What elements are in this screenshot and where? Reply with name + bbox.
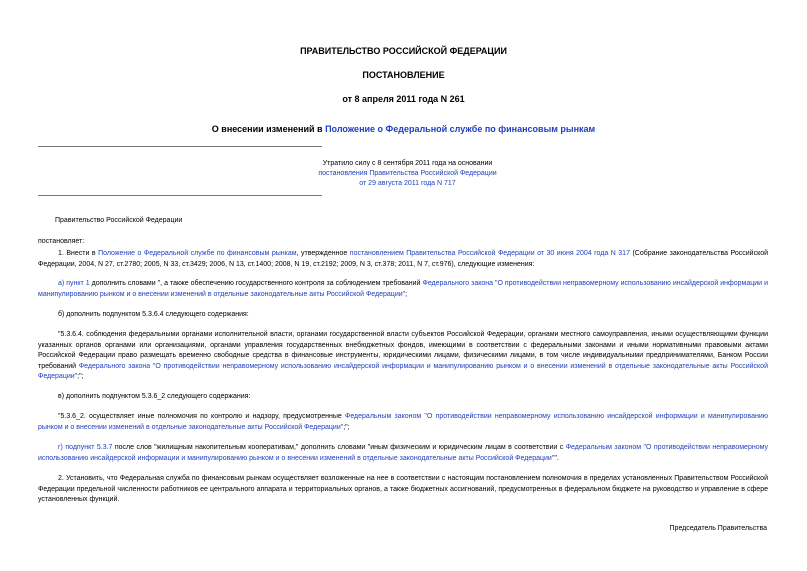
- paragraph-g: г) подпункт 5.3.7 после слов "жилищным накопительным кооперативам," дополнить словами "иным физическим и юридическим лицам в соответствии с Федеральным законом "О противодействии неправомерному использованию инсайдерской информации и манипулированию рынком и о внесении изменений в отдельные законодательные акты Российской Федерации"".: [38, 444, 768, 462]
- quote-5-3-6-4: "5.3.6.4. соблюдения федеральными органами исполнительной власти, органами государственной власти субъектов Российской Федерации, органами местного самоуправления, иными осуществляющими функции указанных органов органами или организациями, органами управления государственных внебюджетных фондов, имеющими в соответствии с федеральными законами и иными нормативными правовыми актами Российской Федерации право размещать временно свободные средства в финансовые инструменты, юридическими лицами, физическими лицами, в том числе индивидуальными предпринимателями, Банком России требований Федерального закона "О противодействии неправомерному использованию инсайдерской информации и манипулированию рынком и о внесении изменений в отдельные законодательные акты Российской Федерации";";: [38, 331, 768, 380]
- signature-title: Председатель Правительства: [669, 525, 767, 532]
- paragraph-v: в) дополнить подпунктом 5.3.6_2 следующего содержания:: [58, 393, 251, 400]
- paragraph-a: а) пункт 1 дополнить словами ", а также обеспечению государственного контроля за соблюдением требований Федерального закона "О противодействии неправомерному использованию инсайдерской информации и манипулированию рынком и о внесении изменений в отдельные законодательные акты Российской Федерации";: [38, 280, 769, 298]
- link-decree-317[interactable]: постановлением Правительства Российской Федерации от 30 июня 2004 года N 317: [349, 250, 630, 257]
- document-date: от 8 апреля 2011 года N 261: [342, 94, 465, 104]
- divider-bottom: [38, 195, 322, 196]
- link-subpoint-5-3-7[interactable]: г) подпункт 5.3.7: [58, 444, 113, 451]
- document-title: [0, 124, 807, 134]
- status-note-link-2[interactable]: от 29 августа 2011 года N 717: [359, 180, 456, 187]
- link-federal-law-v[interactable]: Федеральным законом "О противодействии неправомерному использованию инсайдерской информации и манипулированию рынком и о внесении изменений в отдельные законодательные акты Российской Федерации": [38, 413, 768, 431]
- paragraph-2: 2. Установить, что Федеральная служба по финансовым рынкам осуществляет возложенные на нее в соответствии с настоящим постановлением полномочия в пределах установленных Правительством Российской Федерации предельной численности работников ее центрального аппарата и территориальных органов, а также бюджетных ассигнований, предусмотренных в федеральном бюджете на руководство и управление в сфере установленных функций.: [38, 475, 768, 503]
- link-regulation[interactable]: Положение о Федеральной службе по финансовым рынкам: [98, 250, 297, 257]
- link-federal-law-g[interactable]: Федеральным законом "О противодействии неправомерному использованию инсайдерской информации и манипулированию рынком и о внесении изменений в отдельные законодательные акты Российской Федерации": [38, 444, 768, 462]
- decree-text: постановляет:: [38, 238, 85, 245]
- link-federal-law-b[interactable]: Федерального закона "О противодействии неправомерному использованию инсайдерской информации и манипулированию рынком и о внесении изменений в отдельные законодательные акты Российской Федерации": [38, 362, 768, 380]
- paragraph-1: 1. Внести в Положение о Федеральной службе по финансовым рынкам, утвержденное постановлением Правительства Российской Федерации от 30 июня 2004 года N 317 (Собрание законодательства Российской Федерации, 2004, N 27, ст.2780; 2005, N 33, ст.3429; 2006, N 13, ст.1400; 2008, N 19, ст.2192; 2009, N 3, ст.378; 2011, N 7, ст.976), следующие изменения:: [38, 250, 769, 268]
- paragraph-b: б) дополнить подпунктом 5.3.6.4 следующего содержания:: [58, 311, 249, 318]
- link-point-1[interactable]: а) пункт 1: [58, 280, 90, 287]
- status-note-line: Утратило силу с 8 сентября 2011 года на основании: [322, 160, 493, 167]
- divider-top: [38, 146, 322, 147]
- status-note: [300, 159, 515, 189]
- title-prefix: О внесении изменений в: [211, 124, 326, 134]
- document-type: ПОСТАНОВЛЕНИЕ: [362, 70, 445, 80]
- link-federal-law-a[interactable]: Федерального закона "О противодействии неправомерному использованию инсайдерской информации и манипулированию рынком и о внесении изменений в отдельные законодательные акты Российской Федерации": [38, 280, 769, 298]
- intro-text: Правительство Российской Федерации: [55, 217, 183, 224]
- government-heading: ПРАВИТЕЛЬСТВО РОССИЙСКОЙ ФЕДЕРАЦИИ: [300, 46, 507, 56]
- quote-5-3-6-2: "5.3.6_2. осуществляет иные полномочия по контролю и надзору, предусмотренные Федеральным законом "О противодействии неправомерному использованию инсайдерской информации и манипулированию рынком и о внесении изменений в отдельные законодательные акты Российской Федерации";";: [38, 413, 768, 431]
- title-link[interactable]: Положение о Федеральной службе по финансовым рынкам: [325, 124, 596, 134]
- status-note-link-1[interactable]: постановления Правительства Российской Федерации: [318, 170, 497, 177]
